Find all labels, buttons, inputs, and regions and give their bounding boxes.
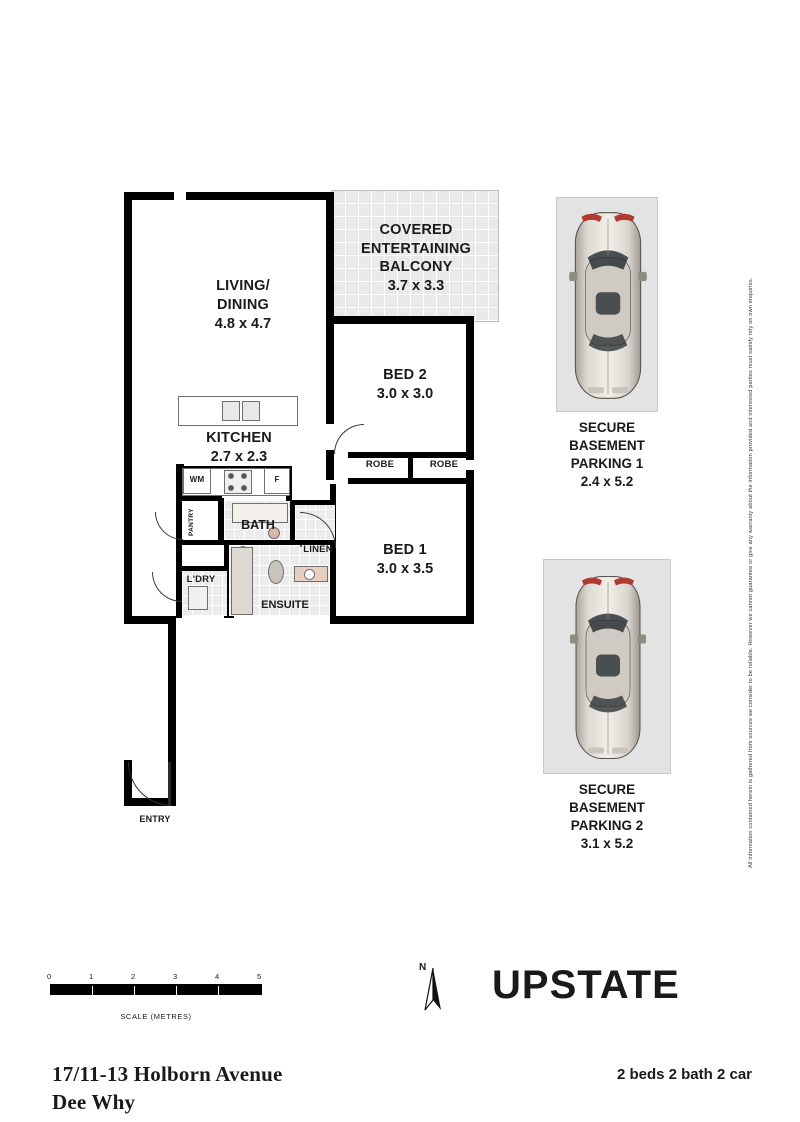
scale-bar-div-1	[92, 986, 93, 995]
basin-ensuite	[304, 569, 315, 580]
wall-bottom-bed1	[336, 616, 474, 624]
kitchen-sink-right	[242, 401, 260, 421]
bed2-label: BED 2	[383, 367, 427, 383]
toilet-ensuite	[268, 560, 284, 584]
living-dim: 4.8 x 4.7	[214, 316, 272, 332]
label-wm: WM	[189, 475, 205, 484]
living-label-line2: DINING	[217, 297, 269, 313]
bed1-dim: 3.0 x 3.5	[376, 561, 434, 577]
parking-1-dim: 2.4 x 5.2	[580, 474, 634, 489]
parking-2-line3: PARKING 2	[570, 818, 644, 833]
entry-label: ENTRY	[139, 814, 171, 824]
parking-1-bay	[556, 197, 658, 412]
bath-label: BATH	[241, 518, 275, 532]
scale-bar-fill	[50, 986, 262, 995]
balcony-label-line1: COVERED	[379, 222, 453, 238]
bed1-label: BED 1	[383, 542, 427, 558]
label-pantry: PANTRY	[188, 508, 195, 536]
cooktop-burner-4	[241, 485, 247, 491]
robe-left-label: ROBE	[365, 459, 395, 470]
scale-tick-2: 2	[131, 972, 136, 981]
scale-tick-1: 1	[89, 972, 94, 981]
wall-pantry-top	[182, 496, 222, 501]
kitchen-sink-left	[222, 401, 240, 421]
cooktop-burner-3	[228, 485, 234, 491]
car-icon-1	[557, 198, 659, 413]
property-specs: 2 beds 2 bath 2 car	[616, 1066, 752, 1083]
laundry-tub	[188, 586, 208, 610]
ldry-label: L'DRY	[186, 574, 216, 585]
balcony-label-line2: ENTERTAINING	[360, 241, 472, 257]
cooktop-burner-1	[228, 473, 234, 479]
scale-bar-div-4	[218, 986, 219, 995]
wall-hall-bed2-b	[326, 450, 334, 480]
north-arrow-icon	[410, 966, 456, 1014]
address-line-1: 17/11-13 Holborn Avenue	[52, 1062, 283, 1086]
parking-2-line1: SECURE	[578, 782, 636, 797]
scale-tick-4: 4	[215, 972, 220, 981]
balcony-dim: 3.7 x 3.3	[387, 278, 445, 294]
scale-bar-div-3	[176, 986, 177, 995]
ensuite-label: ENSUITE	[261, 599, 309, 611]
kitchen-label: KITCHEN	[206, 430, 272, 446]
scale-tick-3: 3	[173, 972, 178, 981]
wall-hall-bed2	[326, 324, 334, 424]
address-line-2: Dee Why	[52, 1090, 136, 1114]
bed2-dim: 3.0 x 3.0	[376, 386, 434, 402]
parking-2-bay	[543, 559, 671, 774]
living-label-line1: LIVING/	[216, 278, 270, 294]
parking-1-line1: SECURE	[578, 420, 636, 435]
wall-robe-divider	[408, 452, 413, 484]
wall-living-balcony	[326, 192, 334, 322]
wall-top-living	[186, 192, 334, 200]
wall-balcony-bottom	[326, 316, 474, 324]
scale-tick-0: 0	[47, 972, 52, 981]
linen-label: LINEN	[303, 544, 333, 555]
scale-bar-div-2	[134, 986, 135, 995]
entry-door-leaf	[168, 762, 171, 806]
robe-right-label: ROBE	[429, 459, 459, 470]
scale-caption: SCALE (METRES)	[120, 1012, 192, 1021]
north-label: N	[419, 962, 427, 973]
brand-logo: UPSTATE	[492, 963, 680, 1007]
car-icon-2	[544, 560, 672, 775]
parking-1-line3: PARKING 1	[570, 456, 644, 471]
cooktop-burner-2	[241, 473, 247, 479]
balcony-label-line3: BALCONY	[379, 259, 453, 275]
scale-tick-5: 5	[257, 972, 262, 981]
disclaimer-text: All information contained herein is gathered from sources we consider to be reliable. However we cannot guarantee or give any warranty about the information provided and interested parties must satisfy rely on own enquiries.	[748, 277, 754, 868]
parking-1-line2: BASEMENT	[569, 438, 645, 453]
parking-2-dim: 3.1 x 5.2	[580, 836, 634, 851]
kitchen-dim: 2.7 x 2.3	[210, 449, 268, 465]
wall-left-exterior	[124, 192, 132, 624]
label-fridge: F	[274, 475, 280, 484]
parking-2-line2: BASEMENT	[569, 800, 645, 815]
